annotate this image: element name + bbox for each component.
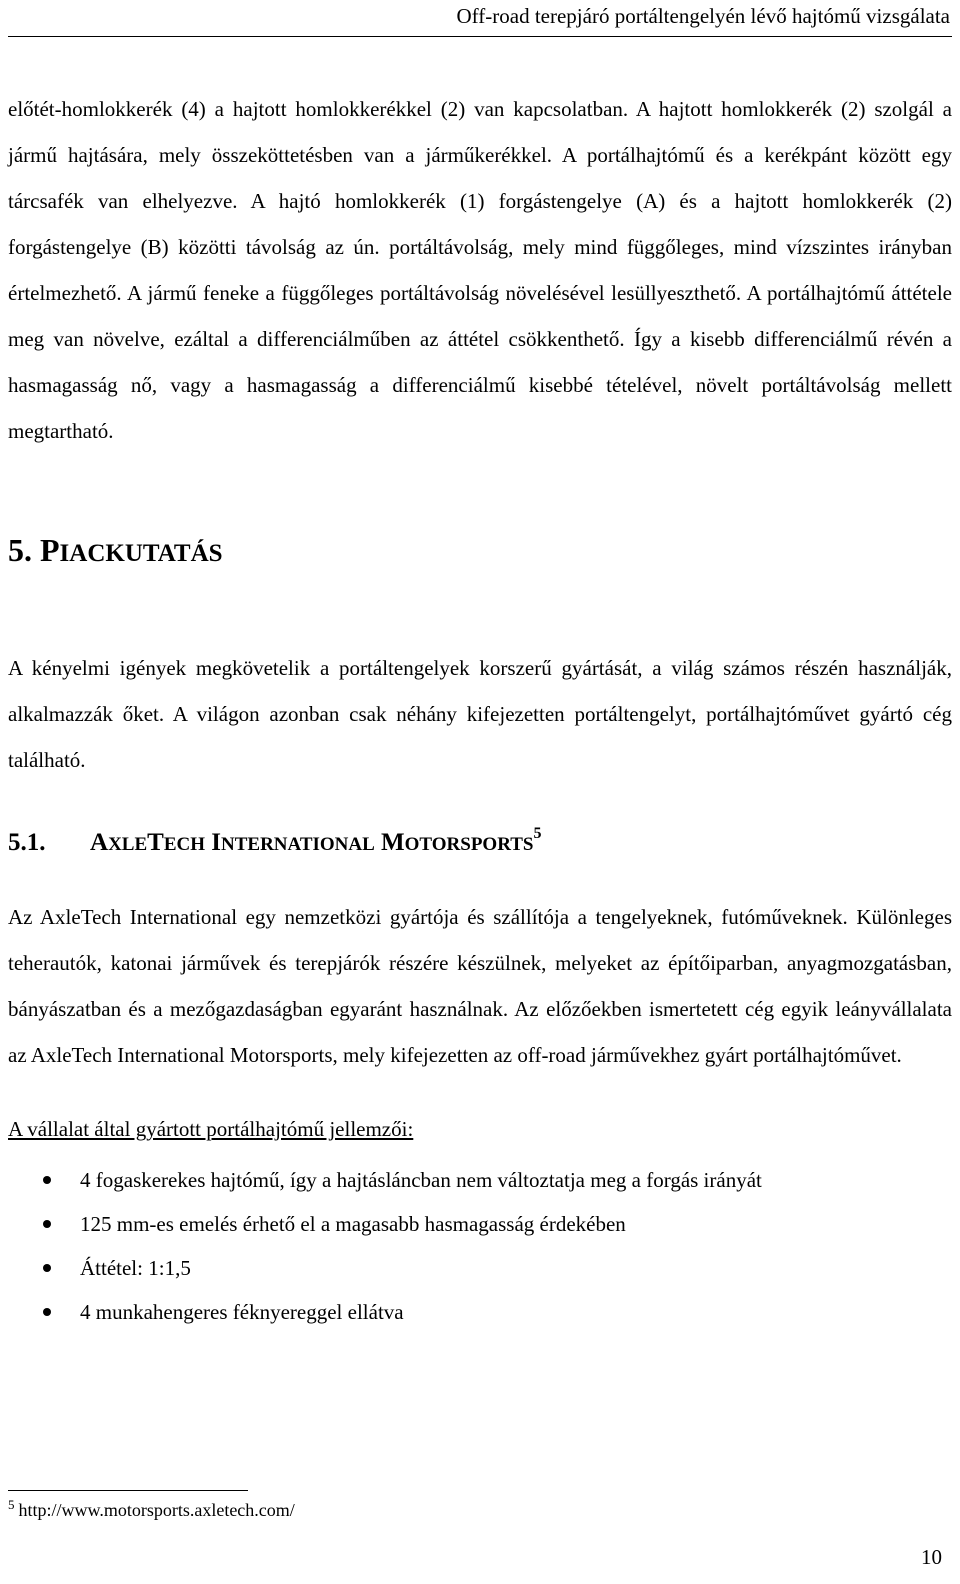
footnote-rule — [8, 1490, 248, 1491]
list-item — [8, 1202, 952, 1246]
subsection-word1-mid: T — [147, 829, 164, 856]
section-number: 5. — [8, 532, 32, 568]
list-item-text: 125 mm-es emelés érhető el a magasabb hasmagasság érdekében — [80, 1212, 626, 1236]
list-item — [8, 1246, 952, 1290]
footnote-mark: 5 — [8, 1497, 15, 1512]
section-heading — [8, 532, 223, 569]
bullet-icon — [43, 1176, 51, 1184]
subsection-word3-rest: OTORSPORTS — [404, 834, 534, 855]
intro-paragraph: előtét-homlokkerék (4) a hajtott homlokkerékkel (2) van kapcsolatban. A hajtott homlokkerék (2) szolgál a jármű hajtására, mely összeköttetésben van a járműkerékkel. A portálhajtómű és a kerékpánt között egy tárcsafék van elhelyezve. A hajtó homlokkerék (1) forgástengelye (A) és a hajtott homlokkerék (2) forgástengelye (B) közötti távolság az ún. portáltávolság, mely mind függőleges, mind vízszintes irányban értelmezhető. A jármű feneke a függőleges portáltávolság növelésével lesüllyeszthető. A portálhajtómű áttétele meg van növelve, ezáltal a differenciálműben az áttétel csökkenthető. Így a kisebb differenciálmű révén a hasmagasság nő, vagy a hasmagasság a differenciálmű kisebbé tételével, növelt portáltávolság mellett megtartható. — [8, 97, 952, 443]
subsection-word1-end: ECH — [163, 834, 206, 855]
axletech-paragraph: Az AxleTech International egy nemzetközi gyártója és szállítója a tengelyeknek, futóműveknek. Különleges teherautók, katonai járművek és terepjárók részére készülnek, melyeket az építőiparban, anyagmozgatásban, bányászatban és a mezőgazdaságban egyaránt használnak. Az előzőekben ismertetett cég egyik leányvállalata az AxleTech International Motorsports, mely kifejezetten az off-road járművekhez gyárt portálhajtóművet. — [8, 905, 952, 1067]
running-header-title: Off-road terepjáró portáltengelyén lévő hajtómű vizsgálata — [456, 4, 950, 28]
subsection-word1-rest: XLE — [108, 834, 148, 855]
features-title: A vállalat által gyártott portálhajtómű jellemzői: — [8, 1117, 414, 1141]
subsection-number: 5.1. — [8, 829, 46, 856]
footnote-reference[interactable]: 5 — [533, 825, 542, 842]
list-item — [8, 1158, 952, 1202]
features-list — [8, 1158, 952, 1334]
bullet-icon — [43, 1264, 51, 1272]
subsection-word2-initial: I — [211, 829, 221, 856]
list-item-text: 4 munkahengeres féknyereggel ellátva — [80, 1300, 404, 1324]
subsection-heading — [8, 825, 542, 857]
section-title-initial: P — [40, 532, 60, 568]
footnote — [8, 1497, 295, 1521]
page-number: 10 — [921, 1545, 942, 1569]
section-title-rest: IACKUTATÁS — [59, 540, 223, 567]
bullet-icon — [43, 1308, 51, 1316]
market-paragraph: A kényelmi igények megkövetelik a portáltengelyek korszerű gyártását, a világ számos részén használják, alkalmazzák őket. A világon azonban csak néhány kifejezetten portáltengelyt, portálhajtóművet gyártó cég található. — [8, 656, 952, 772]
subsection-word3-initial: M — [381, 829, 405, 856]
list-item — [8, 1290, 952, 1334]
footnote-link[interactable]: http://www.motorsports.axletech.com/ — [18, 1500, 295, 1520]
list-item-text: 4 fogaskerekes hajtómű, így a hajtásláncban nem változtatja meg a forgás irányát — [80, 1168, 762, 1192]
header-rule — [8, 36, 952, 37]
subsection-word1-initial: A — [90, 829, 109, 856]
subsection-word2-rest: NTERNATIONAL — [221, 834, 375, 855]
bullet-icon — [43, 1220, 51, 1228]
list-item-text: Áttétel: 1:1,5 — [80, 1256, 191, 1280]
